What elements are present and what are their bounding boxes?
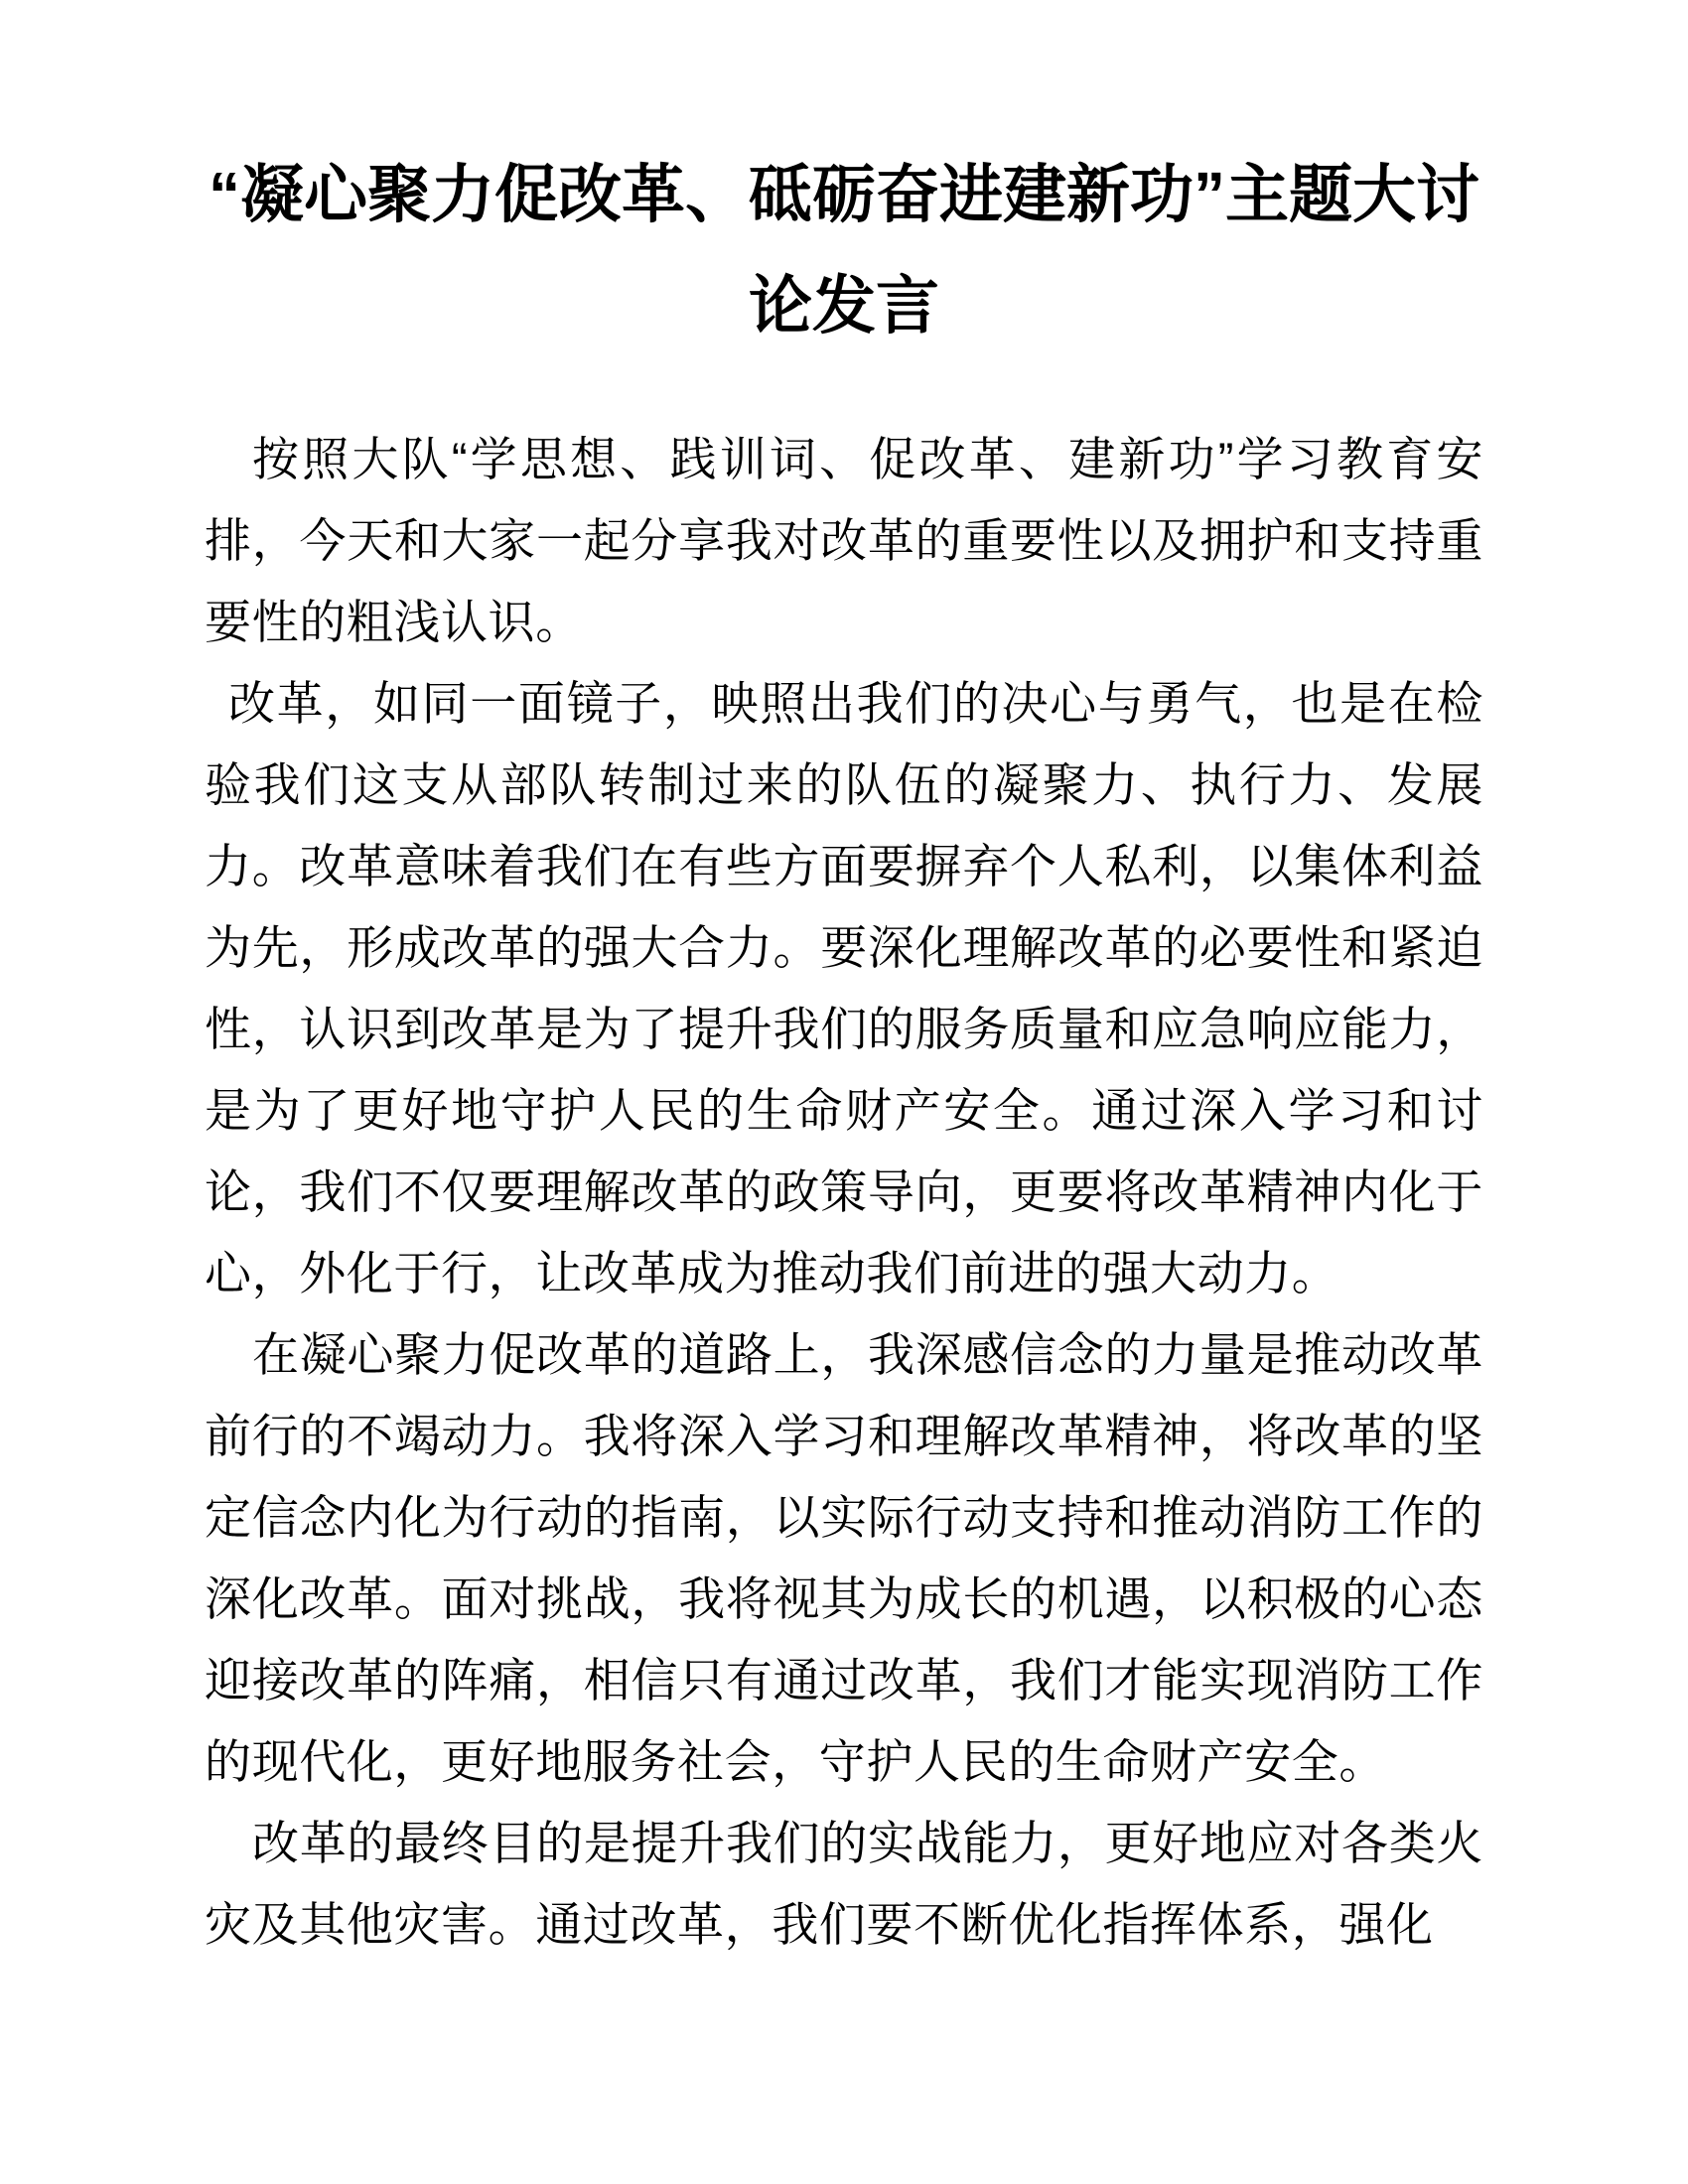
paragraph-reform-mirror: 改革，如同一面镜子，映照出我们的决心与勇气，也是在检验我们这支从部队转制过来的队伍的凝聚力、执行力、发展力。改革意味着我们在有些方面要摒弃个人私利，以集体利益为先，形成改革的强大合力。要深化理解改革的必要性和紧迫性，认识到改革是为了提升我们的服务质量和应急响应能力，是为了更好地守护人民的生命财产安全。通过深入学习和讨论，我们不仅要理解改革的政策导向，更要将改革精神内化于心，外化于行，让改革成为推动我们前进的强大动力。 — [205, 677, 1483, 1299]
paragraph-belief-power: 在凝心聚力促改革的道路上，我深感信念的力量是推动改革前行的不竭动力。我将深入学习和理解改革精神，将改革的坚定信念内化为行动的指南，以实际行动支持和推动消防工作的深化改革。面对挑战，我将视其为成长的机遇，以积极的心态迎接改革的阵痛，相信只有通过改革，我们才能实现消防工作的现代化，更好地服务社会，守护人民的生命财产安全。 — [205, 1328, 1483, 1788]
paragraph-final-goal: 改革的最终目的是提升我们的实战能力，更好地应对各类火灾及其他灾害。通过改革，我们要不断优化指挥体系，强化 — [205, 1817, 1483, 1951]
paragraph-intro: 按照大队“学思想、践训词、促改革、建新功”学习教育安排，今天和大家一起分享我对改革的重要性以及拥护和支持重要性的粗浅认识。 — [205, 433, 1483, 648]
document-title: “凝心聚力促改革、砥砺奋进建新功”主题大讨论发言 — [209, 159, 1479, 341]
